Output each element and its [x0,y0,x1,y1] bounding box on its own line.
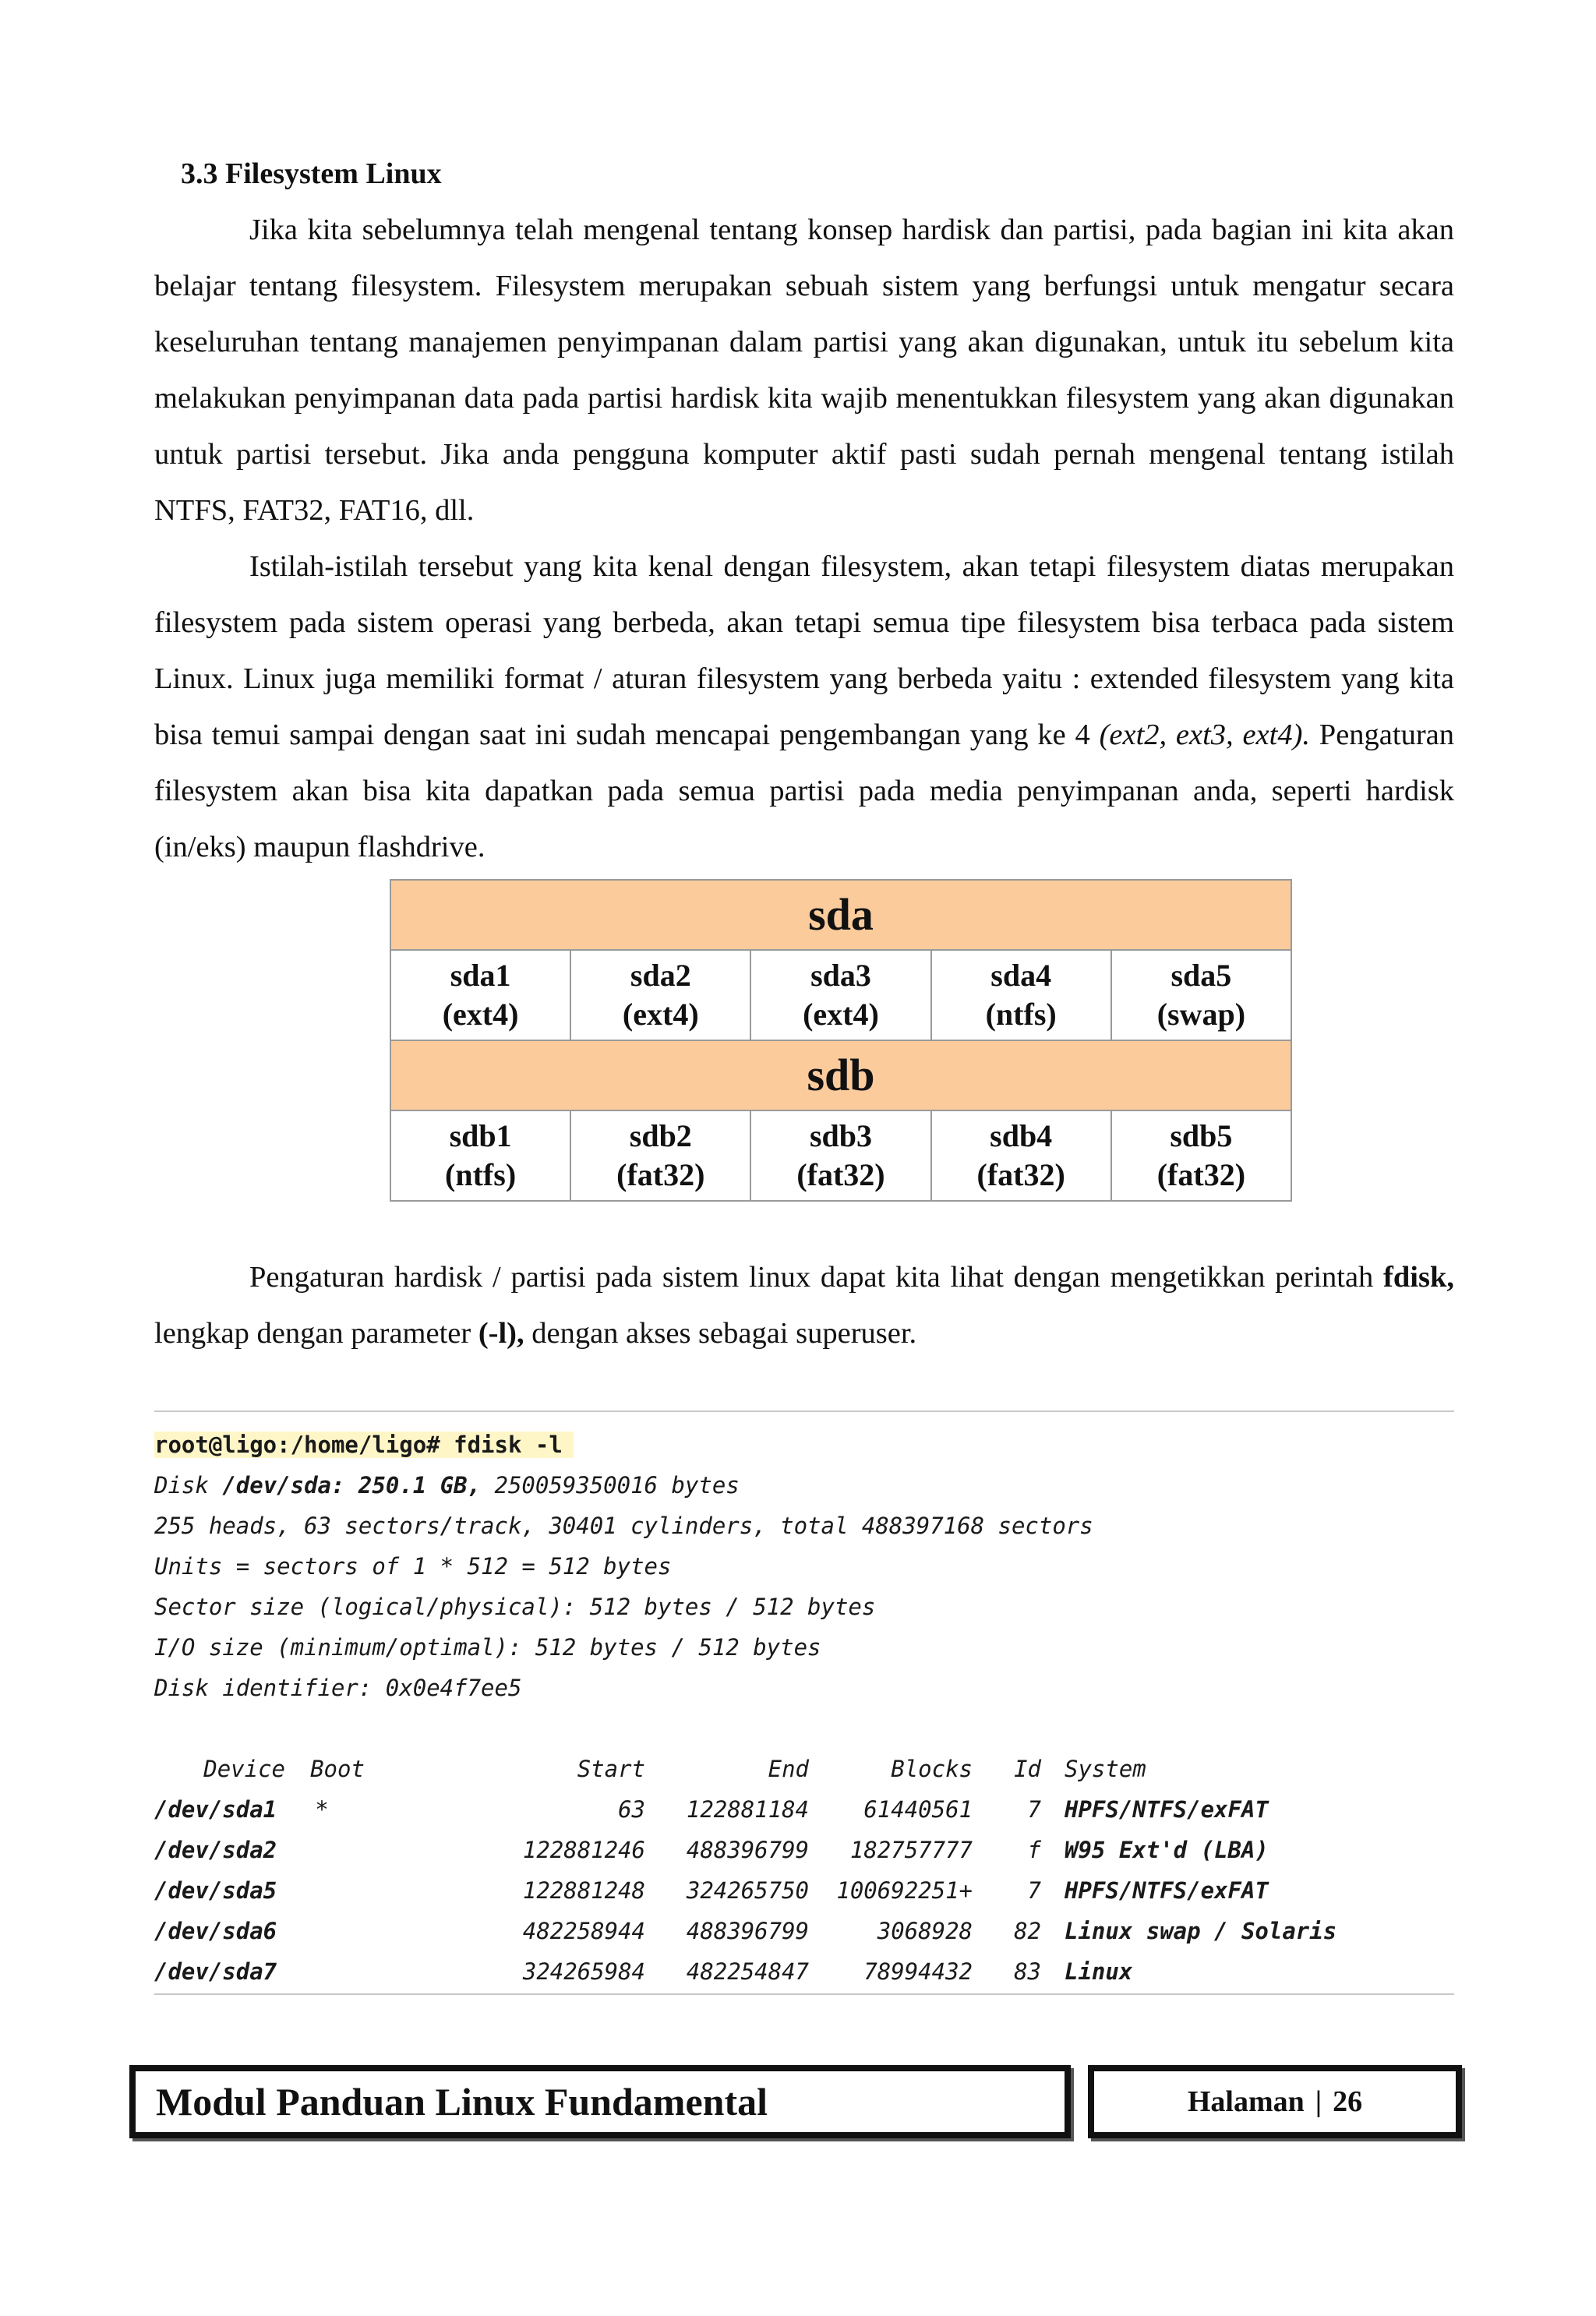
terminal-info-line: 255 heads, 63 sectors/track, 30401 cylinders, total 488397168 sectors [154,1513,1093,1539]
partition-name: sda5 [1171,958,1232,993]
col-device: Device [203,1756,285,1782]
row-id: 7 [1027,1796,1041,1823]
col-system: System [1065,1756,1146,1782]
page-number: 26 [1333,2085,1363,2118]
partition-cell [570,950,750,1040]
row-id: f [1027,1837,1041,1863]
page-number-label [1094,2071,1456,2132]
row-system: Linux [1065,1958,1133,1985]
row-end: 488396799 [686,1837,809,1863]
partition-name: sdb5 [1170,1118,1233,1153]
partition-name: sdb3 [809,1118,872,1153]
paragraph-2-tail: Pengaturan filesystem akan bisa kita dapatkan pada semua partisi pada media penyimpanan anda, seperti hardisk (in/eks) maupun flashdrive. [154,718,1455,863]
disk-sda-header: sda [390,880,1291,950]
row-blocks: 78994432 [863,1958,973,1985]
partition-name: sdb1 [449,1118,512,1153]
terminal-disk-line [154,1465,1454,1506]
terminal-info-line: Disk identifier: 0x0e4f7ee5 [154,1675,522,1701]
partition-name: sda3 [810,958,871,993]
row-blocks: 3068928 [877,1918,973,1944]
row-start: 63 [618,1796,645,1823]
row-id: 7 [1027,1877,1041,1904]
partition-name: sda4 [990,958,1052,993]
table-row [154,1789,1454,1830]
row-boot: * [315,1796,329,1823]
row-start: 122881248 [522,1877,645,1904]
row-system: HPFS/NTFS/exFAT [1065,1877,1269,1904]
footer-page-box [1088,2065,1462,2138]
partition-cell [750,1110,930,1201]
partition-cell [570,1110,750,1201]
partition-fs: (ntfs) [445,1157,517,1192]
row-start: 482258944 [522,1918,645,1944]
partition-cell [750,950,930,1040]
disk-line-prefix: Disk [154,1472,223,1499]
terminal-info-line: I/O size (minimum/optimal): 512 bytes / 512 bytes [154,1634,821,1661]
partition-fs: (ext4) [442,997,519,1032]
footer-title-box [129,2065,1071,2138]
ext-versions-text: (ext2, ext3, ext4). [1099,718,1311,751]
paragraph-3-mid: lengkap dengan parameter [154,1317,478,1350]
row-start: 122881246 [522,1837,645,1863]
partition-fs: (ntfs) [985,997,1057,1032]
partition-fs: (ext4) [622,997,699,1032]
paragraph-fdisk [154,1249,1454,1361]
paragraph-2-text: Istilah-istilah tersebut yang kita kenal dengan filesystem, akan tetapi filesystem diatas merupakan filesystem pada sistem operasi yang berbeda, akan tetapi semua tipe filesystem bisa terbaca pada sistem Linux. Linux juga memiliki format / aturan filesystem yang berbeda yaitu : extended filesystem yang kita bisa temui sampai dengan saat ini sudah mencapai pengembangan yang ke 4 [154,550,1454,751]
row-start: 324265984 [522,1958,645,1985]
disk-line-device: /dev/sda: 250.1 GB, [222,1472,482,1499]
row-blocks: 100692251+ [836,1877,973,1904]
paragraph-1-text: Jika kita sebelumnya telah mengenal tentang konsep hardisk dan partisi, pada bagian ini kita akan belajar tentang filesystem. Filesystem merupakan sebuah sistem yang berfungsi untuk mengatur secara keseluruhan tentang manajemen penyimpanan dalam partisi yang akan digunakan, untuk itu sebelum kita melakukan penyimpanan data pada partisi hardisk kita wajib menentukkan filesystem yang akan digunakan untuk partisi tersebut. Jika anda pengguna komputer aktif pasti sudah pernah mengenal tentang istilah NTFS, FAT32, FAT16, dll. [154,214,1454,527]
fdisk-parameter-text: (-l), [478,1317,524,1350]
table-row [154,1870,1454,1911]
partition-fs: (fat32) [616,1157,705,1192]
row-end: 488396799 [686,1918,809,1944]
row-system: W95 Ext'd (LBA) [1065,1837,1269,1863]
terminal-blank-line [154,1708,1454,1749]
partition-cell [390,1110,570,1201]
partition-name: sdb2 [629,1118,692,1153]
partition-name: sda1 [450,958,511,993]
footer-title: Modul Panduan Linux Fundamental [156,2080,768,2124]
row-end: 482254847 [686,1958,809,1985]
row-device: /dev/sda1 [154,1796,277,1823]
disk-line-suffix: 250059350016 bytes [481,1472,740,1499]
partition-cell [390,950,570,1040]
partition-cell [1111,950,1291,1040]
col-boot: Boot [310,1756,365,1782]
paragraph-3-text: Pengaturan hardisk / partisi pada sistem linux dapat kita lihat dengan mengetikkan perintah [249,1261,1384,1294]
partition-cell [931,950,1111,1040]
paragraph-3-tail: dengan akses sebagai superuser. [524,1317,917,1350]
col-id: Id [1014,1756,1041,1782]
partition-fs: (fat32) [1156,1157,1246,1192]
row-id: 82 [1014,1918,1041,1944]
row-system: Linux swap / Solaris [1065,1918,1337,1944]
table-row [154,1951,1454,1992]
terminal-output [154,1425,1454,1992]
col-blocks: Blocks [891,1756,973,1782]
terminal-top-rule [154,1410,1454,1412]
row-device: /dev/sda7 [154,1958,277,1985]
table-row [154,1830,1454,1870]
col-start: Start [577,1756,645,1782]
partition-name: sdb4 [990,1118,1053,1153]
row-end: 324265750 [686,1877,809,1904]
partition-fs: (ext4) [803,997,879,1032]
fdisk-command-text: fdisk, [1383,1261,1454,1294]
row-device: /dev/sda6 [154,1918,277,1944]
disk-sdb-header: sdb [390,1040,1291,1110]
section-heading: 3.3 Filesystem Linux [181,157,442,190]
partition-cell [1111,1110,1291,1201]
row-device: /dev/sda2 [154,1837,277,1863]
terminal-info-line: Sector size (logical/physical): 512 bytes / 512 bytes [154,1594,876,1620]
terminal-bottom-rule [154,1993,1454,1995]
row-end: 122881184 [686,1796,809,1823]
row-blocks: 182757777 [849,1837,973,1863]
partition-name: sda2 [630,958,691,993]
row-system: HPFS/NTFS/exFAT [1065,1796,1269,1823]
partition-cell [931,1110,1111,1201]
page-separator: | [1315,2085,1322,2118]
terminal-prompt: root@ligo:/home/ligo# fdisk -l [154,1432,574,1458]
row-id: 83 [1014,1958,1041,1985]
partition-fs: (fat32) [796,1157,885,1192]
terminal-info-line: Units = sectors of 1 * 512 = 512 bytes [154,1553,672,1580]
row-blocks: 61440561 [863,1796,973,1823]
paragraph-filesystem-intro [154,202,1454,538]
paragraph-filesystem-linux [154,538,1454,875]
partition-fs: (fat32) [976,1157,1065,1192]
partition-list-header [154,1749,1454,1789]
partition-fs: (swap) [1156,997,1246,1032]
col-end: End [768,1756,809,1782]
row-device: /dev/sda5 [154,1877,277,1904]
table-row [154,1911,1454,1951]
page-label: Halaman [1187,2085,1305,2118]
partition-table [390,879,1292,1202]
